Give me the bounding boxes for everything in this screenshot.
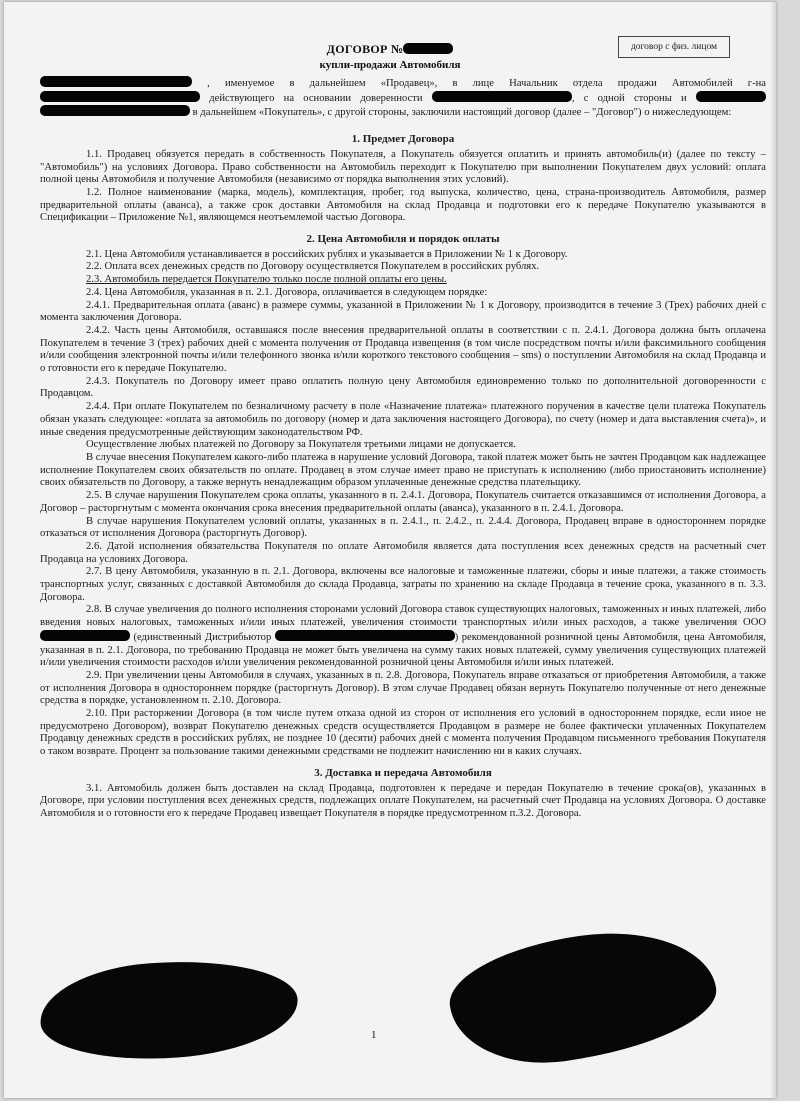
clause-3-1: 3.1. Автомобиль должен быть доставлен на склад Продавца, подготовлен к передаче и передан Покупателю в течение срока(ов), указанных в Договоре, при условии поступления всех денежных средств, подлежащих оплате Покупателем, на расчетный счет Продавца на условиях Договора. О доставке Автомобиля и о готовности его к передаче Продавец извещает Покупателя в порядке предусмотренном п.3.2. Договора. [40, 782, 766, 819]
clause-2-4-3: 2.4.3. Покупатель по Договору имеет право оплатить полную цену Автомобиля единовременно только по дополнительной договоренности с Продавцом. [40, 375, 766, 400]
clause-2-6: 2.6. Датой исполнения обязательства Покупателя по оплате Автомобиля является дата поступления всех денежных средств на расчетный счет Продавца на условиях Договора. [40, 540, 766, 565]
clause-2-3 [40, 274, 766, 287]
clause-2-4-1: 2.4.1. Предварительная оплата (аванс) в размере суммы, указанной в Приложении № 1 к Договору, производится в течение 3 (Трех) рабочих дней с момента заключения Договора. [40, 299, 766, 324]
clause-2-5-b: В случае нарушения Покупателем условий оплаты, указанных в п. 2.4.1., п. 2.4.2., п. 2.4.4. Договора, Продавец вправе в одностороннем порядке отказаться от исполнения Договора (расторгнуть Договор). [40, 515, 766, 540]
page-number: 1 [371, 1029, 377, 1041]
intro-line-1: , именуемое в дальнейшем «Продавец», в лице Начальник отдела продажи Автомобилей г-на [207, 78, 766, 89]
clause-third-party: Осуществление любых платежей по Договору за Покупателя третьими лицами не допускается. [86, 439, 516, 451]
clause-2-4-4: 2.4.4. При оплате Покупателем по безналичному расчету в поле «Назначение платежа» платежного поручения в качестве цели платежа Покупатель обязан указать следующее: «оплата за автомобиль по договору (номер и дата заключения настоящего Договора), по счету (номер и дата выставления счета)», и иные сведения предусмотренные действующим законодательством РФ. [40, 401, 766, 438]
redacted-signature-right [443, 918, 723, 1076]
redacted-contract-number [403, 43, 453, 54]
section-3-heading: 3. Доставка и передача Автомобиля [314, 766, 492, 779]
clause-2-7: 2.7. В цену Автомобиля, указанную в п. 2.1. Договора, включены все налоговые и таможенные платежи, сборы и иные платежи, а также стоимость транспортных услуг, связанных с доставкой Автомобиля до склада Продавца, затраты по хранению на складе Продавца в течение срока, указанного в п. 3.3. Договора. [40, 566, 766, 603]
document-subtitle: купли-продажи Автомобиля [319, 59, 461, 71]
clause-2-2: 2.2. Оплата всех денежных средств по Договору осуществляется Покупателем в российских рублях. [86, 261, 540, 273]
redacted-manager-name [40, 91, 200, 102]
redacted-buyer-name [696, 91, 766, 102]
section-2-heading: 2. Цена Автомобиля и порядок оплаты [306, 233, 500, 246]
document-page [4, 2, 776, 1098]
intro-paragraph [40, 76, 766, 120]
contract-body [40, 76, 766, 821]
intro-line-2b: , с одной стороны и [571, 92, 687, 104]
document-title [4, 42, 776, 57]
clause-2-3-text: 2.3. Автомобиль передается Покупателю только после полной оплаты его цены. [86, 274, 447, 286]
clause-2-4-2: 2.4.2. Часть цены Автомобиля, оставшаяся после внесения предварительной оплаты в соответствии с п. 2.4.1. Договора должна быть оплачена Покупателем в течение 3 (трех) рабочих дней с момента получения от Продавца извещения (в том числе посредством почты и/или факсимильного сообщения и/или сообщения электронной почты и/или телефонного звонка и/или короткого текстового сообщения – sms) о поступлении Автомобиля на склад Продавца и о готовности его к передаче Покупателю. [40, 324, 766, 375]
clause-2-5: 2.5. В случае нарушения Покупателем срока оплаты, указанного в п. 2.4.1. Договора, Покупатель считается отказавшимся от исполнения Договора, а Договор – расторгнутым с момента окончания срока внесения предварительной оплаты (аванса), указанного в п. 2.4.1. Договора. [40, 490, 766, 514]
intro-line-3: в дальнейшем «Покупатель», с другой стороны, заключили настоящий договор (далее – "Договор") о нижеследующем: [192, 107, 732, 119]
clause-2-4: 2.4. Цена Автомобиля, указанная в п. 2.1. Договора, оплачивается в следующем порядке: [86, 286, 488, 298]
clause-2-8-part-b: (единственный Дистрибьютор [133, 631, 272, 643]
page-edge-shadow [770, 2, 776, 1098]
clause-1-1: 1.1. Продавец обязуется передать в собственность Покупателя, а Покупатель обязуется оплатить и принять автомобиль(и) (далее по тексту – "Автомобиль") на условиях Договора. Право собственности на Автомобиль переходит к Покупателю при выполнении Покупателем двух условий: оплата полной цены Автомобиля и получение Автомобиля (независимо от порядка выполнения этих условий). [40, 148, 766, 186]
clause-2-1: 2.1. Цена Автомобиля устанавливается в российских рублях и указывается в Приложении № 1 к Договору. [86, 248, 568, 260]
clause-2-8 [40, 604, 766, 670]
redacted-buyer-name-2 [40, 105, 190, 116]
redacted-distributor-name [275, 630, 455, 641]
redacted-seller-name [40, 76, 192, 87]
redacted-company-name [40, 630, 130, 641]
section-1-heading: 1. Предмет Договора [351, 133, 455, 146]
redacted-signature-left [37, 953, 301, 1067]
clause-2-8-part-c: ) рекомендованной розничной цены Автомобиля, цена Автомобиля, указанная в п. 2.1. Договора, по требованию Продавца не может быть увеличена на сумму таких новых платежей, сумму увеличения существующих платежей и/или увеличения стоимости расходов и/или увеличения рекомендованной розничной цены Автомобиля и/или иных платежей. [40, 631, 766, 669]
clause-violation: В случае внесения Покупателем какого-либо платежа в нарушение условий Договора, такой платеж может быть не зачтен Продавцом как надлежащее исполнение Покупателем своих обязательств по оплате. Продавец в этом случае имеет право не приступать к исполнению (либо приостановить исполнение) своих обязательств по Договору, а также вернуть ненадлежащим образом уплаченные денежные средства плательщику. [40, 451, 766, 489]
clause-1-2: 1.2. Полное наименование (марка, модель), комплектация, пробег, год выпуска, количество, цена, страна-производитель Автомобиля, размер предварительной оплаты (аванса), а также срок доставки Автомобиля на склад Продавца и подготовки его к передаче Покупателю указываются в Спецификации – Приложение №1, являющемся неотъемлемой частью Договора. [40, 186, 766, 224]
clause-2-9: 2.9. При увеличении цены Автомобиля в случаях, указанных в п. 2.8. Договора, Покупатель вправе отказаться от приобретения Автомобиля, а также от исполнения Договора в одностороннем порядке (расторгнуть Договор). В этом случае Продавец обязан вернуть Покупателю полученные от него денежные средства в порядке, установленном п. 2.10. Договора. [40, 669, 766, 707]
title-text: ДОГОВОР № [326, 42, 404, 56]
clause-2-8-part-a: 2.8. В случае увеличения до полного исполнения сторонами условий Договора ставок существующих налоговых, таможенных и иных платежей, либо введения новых налоговых, таможенных и/или иных платежей, увеличения стоимости транспортных и/или иных расходов, а также увеличения ООО [40, 604, 766, 629]
redacted-power-of-attorney [432, 91, 572, 102]
intro-line-2a: действующего на основании доверенности [209, 92, 423, 104]
contract-type-stamp: договор с физ. лицом [618, 36, 730, 58]
clause-2-10: 2.10. При расторжении Договора (в том числе путем отказа одной из сторон от исполнения его условий в одностороннем порядке, если иное не предусмотрено Договором), возврат Покупателю денежных средств осуществляется Продавцом в размере не более фактически уплаченных Покупателем Продавцу денежных средств в российских рублях, не позднее 10 (десяти) рабочих дней с момента получения Продавцом письменного требования Покупателя о таком возврате. Процент за пользование такими денежными средствами не подлежит начислению ни в каких случаях. [40, 708, 766, 758]
